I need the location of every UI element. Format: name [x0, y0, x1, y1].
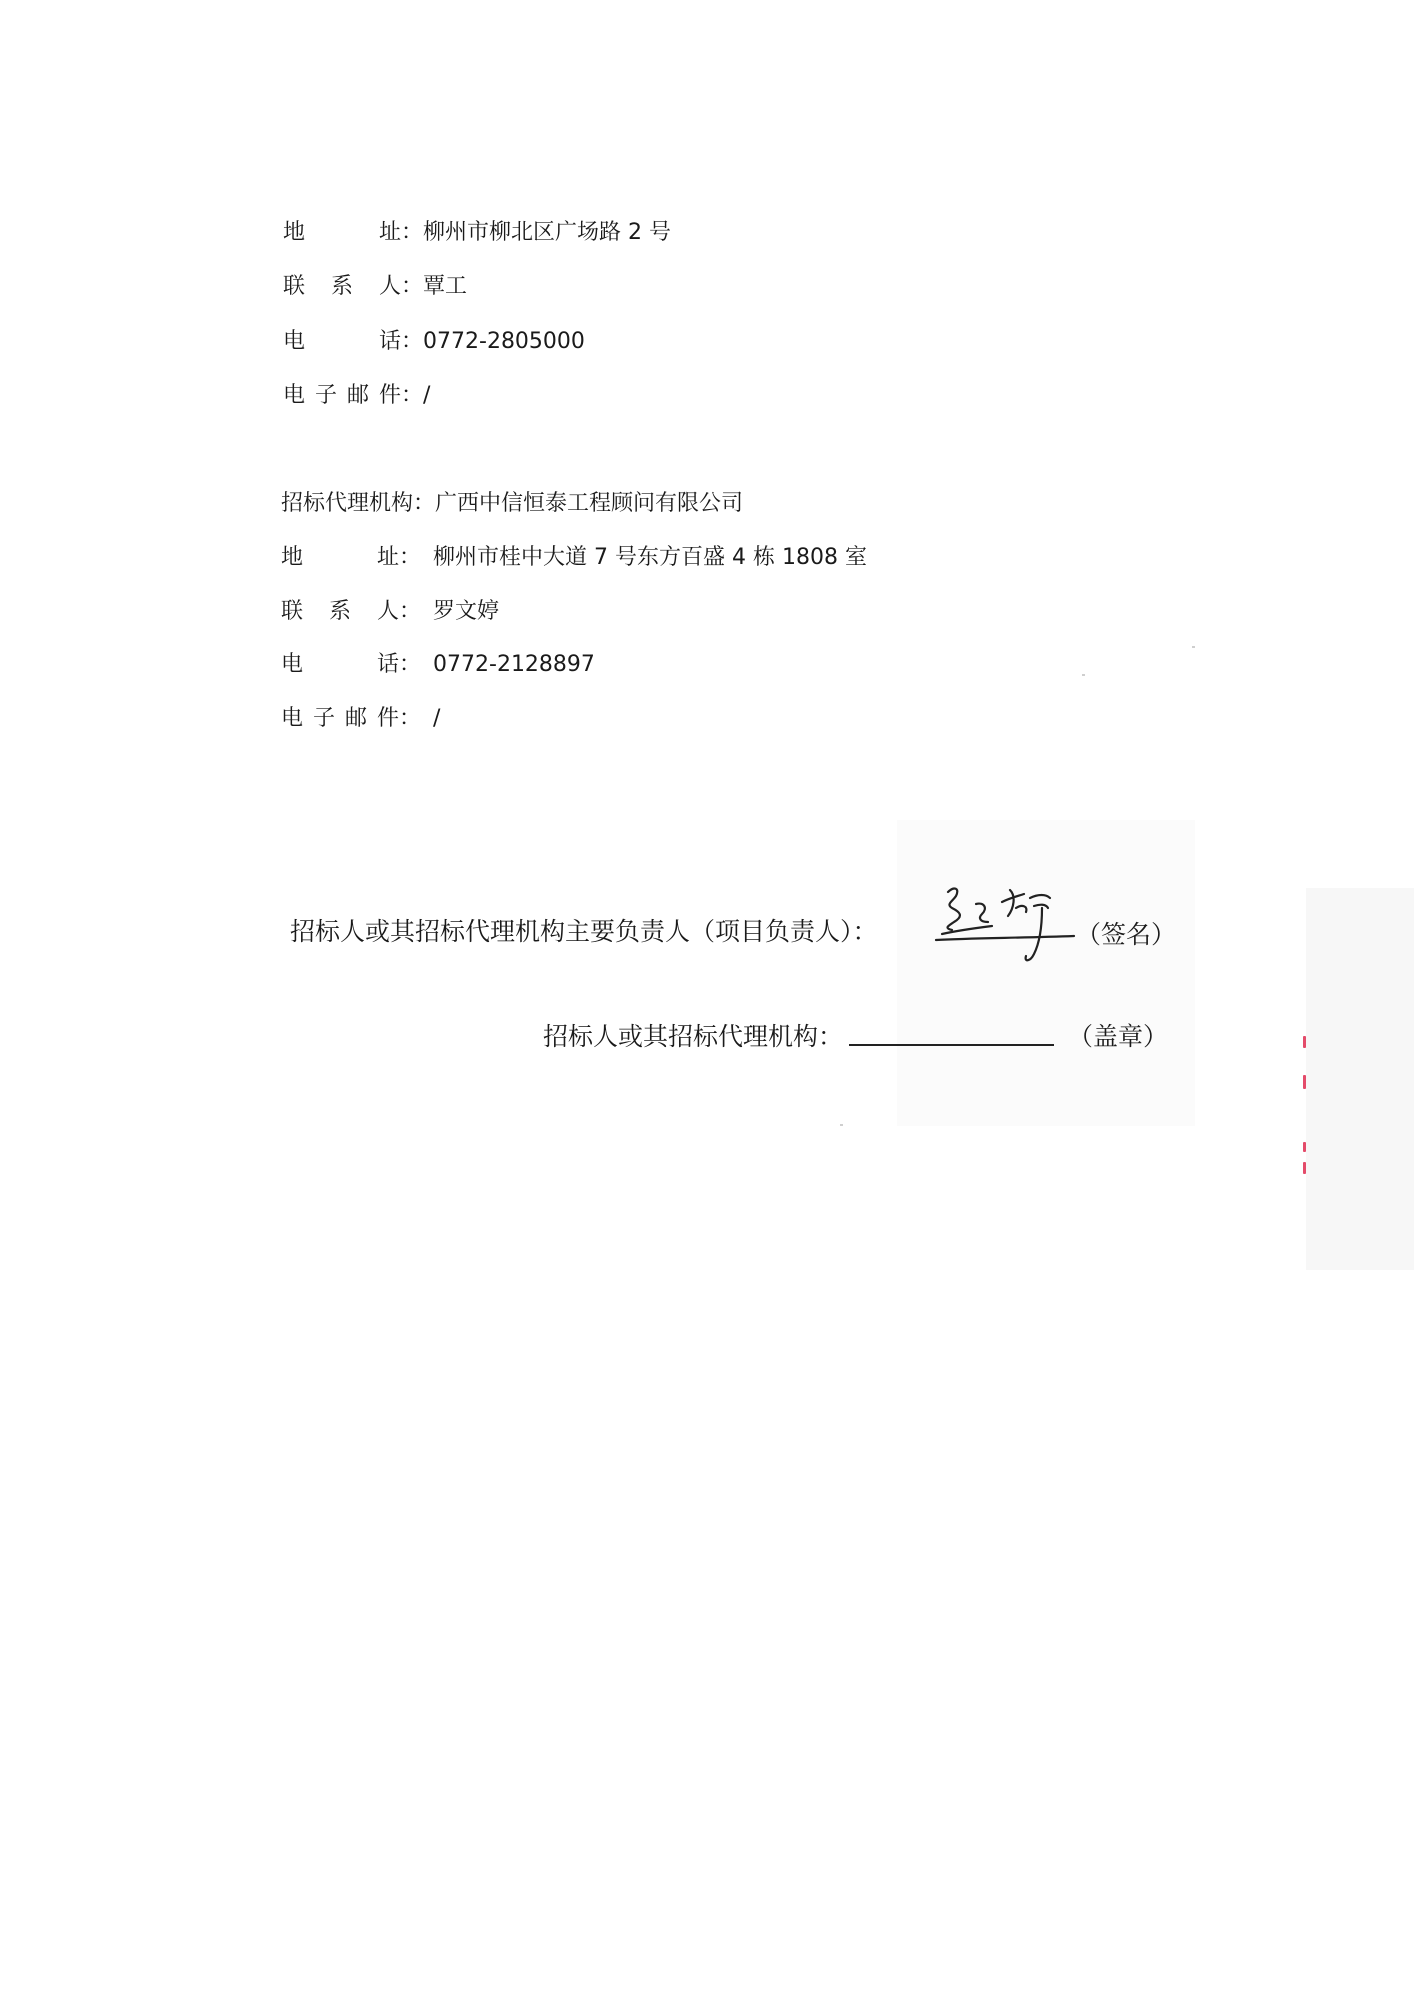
agency-phone-label: 电 话 — [281, 652, 399, 677]
colon: ： — [399, 652, 422, 677]
seal-fragment-mark — [1303, 1036, 1306, 1048]
scan-speck — [1192, 646, 1195, 648]
scan-edge-strip — [1306, 888, 1414, 1270]
principal-signature-label: 招标人或其招标代理机构主要负责人（项目负责人）： — [290, 917, 878, 946]
colon: ： — [401, 220, 424, 245]
colon: ： — [399, 706, 422, 731]
seal-fragment-mark — [1303, 1142, 1306, 1152]
scan-speck — [840, 1124, 843, 1126]
agency-heading-row — [281, 489, 743, 519]
colon: ： — [399, 599, 422, 624]
sign-note: （签名） — [1076, 920, 1177, 949]
seal-fragment-mark — [1303, 1075, 1306, 1089]
agency-contact-value: 罗文婷 — [433, 599, 500, 624]
agency-address-label: 地 址 — [281, 545, 399, 570]
owner-address-value: 柳州市柳北区广场路 2 号 — [423, 220, 671, 245]
owner-contact-row — [283, 272, 467, 302]
agency-email-row — [281, 704, 440, 734]
owner-phone-value: 0772-2805000 — [423, 329, 585, 354]
owner-address-row — [283, 218, 671, 248]
seal-label: 招标人或其招标代理机构： — [543, 1022, 844, 1051]
scan-speck — [1082, 674, 1085, 676]
agency-email-label: 电子邮件 — [281, 706, 399, 731]
colon: ： — [401, 383, 424, 408]
owner-contact-value: 覃工 — [423, 274, 468, 299]
agency-address-value: 柳州市桂中大道 7 号东方百盛 4 栋 1808 室 — [433, 545, 867, 570]
owner-email-row — [283, 381, 430, 411]
agency-name: 广西中信恒泰工程顾问有限公司 — [435, 491, 744, 516]
owner-email-value: / — [423, 383, 431, 408]
owner-contact-label: 联 系 人 — [283, 274, 401, 299]
seal-note: （盖章） — [1068, 1022, 1169, 1051]
colon: ： — [401, 329, 424, 354]
principal-signature-line — [290, 915, 878, 949]
agency-contact-label: 联 系 人 — [281, 599, 399, 624]
agency-email-value: / — [433, 706, 441, 731]
agency-contact-row — [281, 597, 499, 627]
sign-note-line — [1076, 918, 1176, 952]
colon: ： — [399, 545, 422, 570]
seal-blank-underline — [849, 1044, 1054, 1046]
owner-phone-label: 电 话 — [283, 329, 401, 354]
owner-address-label: 地 址 — [283, 220, 401, 245]
owner-email-label: 电子邮件 — [283, 383, 401, 408]
owner-phone-row — [283, 327, 585, 357]
seal-fragment-mark — [1303, 1162, 1306, 1174]
seal-line — [543, 1020, 1168, 1054]
colon: ： — [401, 274, 424, 299]
agency-phone-value: 0772-2128897 — [433, 652, 595, 677]
agency-address-row — [281, 543, 867, 573]
agency-heading-label: 招标代理机构 — [281, 491, 414, 516]
handwritten-signature — [930, 872, 1080, 982]
colon: ： — [413, 491, 436, 516]
agency-phone-row — [281, 650, 595, 680]
